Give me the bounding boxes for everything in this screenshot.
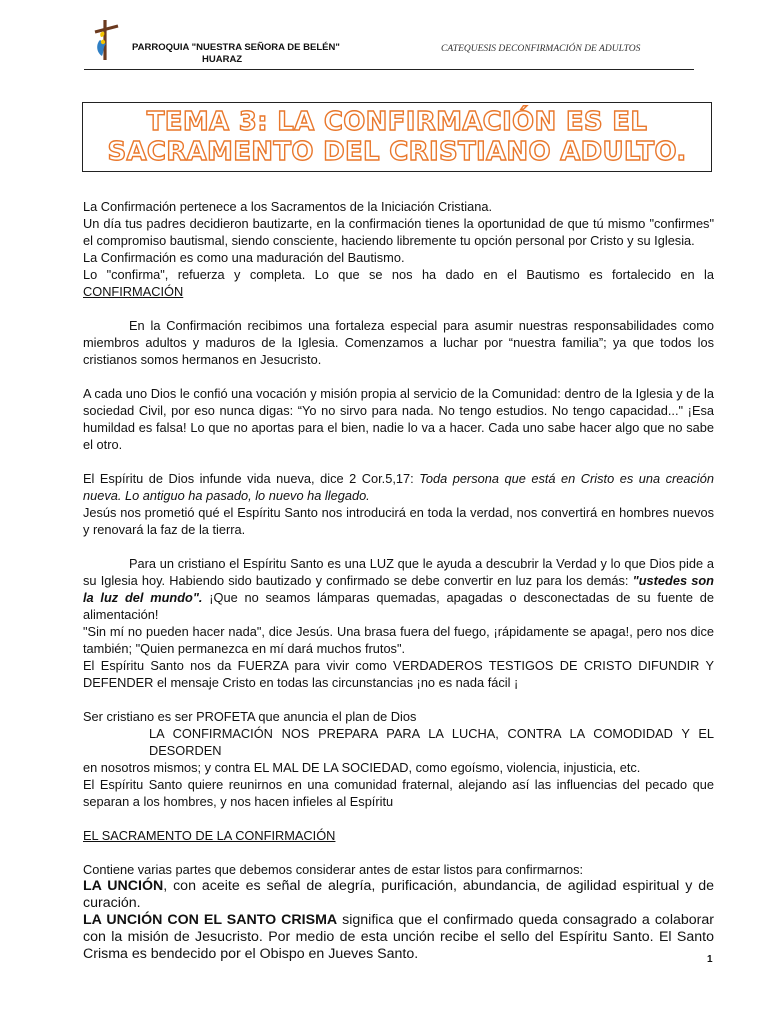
paragraph: El Espíritu Santo quiere reunirnos en una comunidad fraternal, alejando así las influencias del pecado que separan a los hombres, y nos hacen infieles al Espíritu bbox=[83, 777, 714, 809]
paragraph: LA CONFIRMACIÓN NOS PREPARA PARA LA LUCHA, CONTRA LA COMODIDAD Y EL DESORDEN bbox=[149, 726, 714, 758]
paragraph: En la Confirmación recibimos una fortaleza especial para asumir nuestras responsabilidades como miembros adultos y maduros de la Iglesia. Comenzamos a luchar por “nuestra familia”; ya que todos los cristianos somos hermanos en Jesucristo. bbox=[83, 318, 714, 367]
parish-name bbox=[132, 42, 340, 66]
text-run: , con aceite es señal de alegría, purificación, abundancia, de agilidad espiritual y de curación. bbox=[83, 878, 714, 911]
paragraph bbox=[83, 878, 714, 912]
parish-title: PARROQUIA "NUESTRA SEÑORA DE BELÉN" bbox=[132, 42, 340, 53]
page-header bbox=[84, 18, 694, 70]
text-run: Lo "confirma", refuerza y completa. Lo que se nos ha dado en el Bautismo es fortalecido en la bbox=[83, 267, 714, 282]
text-run: ¡Que no seamos lámparas quemadas, apagadas o desconectadas de su fuente de alimentación! bbox=[83, 590, 714, 622]
paragraph bbox=[83, 912, 714, 963]
paragraph: Ser cristiano es ser PROFETA que anuncia el plan de Dios bbox=[83, 709, 417, 724]
text-run: El Espíritu de Dios infunde vida nueva, dice 2 Cor.5,17: bbox=[83, 471, 420, 486]
paragraph: La Confirmación es como una maduración del Bautismo. bbox=[83, 250, 405, 265]
paragraph: El Espíritu Santo nos da FUERZA para vivir como VERDADEROS TESTIGOS DE CRISTO DIFUNDIR Y DEFENDER el mensaje Cristo en todas las circunstancias ¡no es nada fácil ¡ bbox=[83, 658, 714, 690]
header-course-title: CATEQUESIS DECONFIRMACIÓN DE ADULTOS bbox=[441, 44, 641, 54]
paragraph bbox=[83, 470, 714, 504]
paragraph bbox=[83, 555, 714, 623]
paragraph: "Sin mí no pueden hacer nada", dice Jesús. Una brasa fuera del fuego, ¡rápidamente se apaga!, pero nos dice también; "Quien permanezca en mí dará muchos frutos". bbox=[83, 624, 714, 656]
title-box bbox=[82, 102, 712, 172]
underlined-term: CONFIRMACIÓN bbox=[83, 284, 184, 299]
paragraph: Jesús nos prometió qué el Espíritu Santo nos introducirá en toda la verdad, nos convertirá en hombres nuevos y renovará la faz de la tierra. bbox=[83, 505, 714, 537]
paragraph: Un día tus padres decidieron bautizarte, en la confirmación tienes la oportunidad de que tú mismo "confirmes" el compromiso bautismal, siendo consciente, haciendo libremente tu opción personal por Cristo y su Iglesia. bbox=[83, 216, 714, 248]
cross-dove-logo-icon bbox=[92, 18, 122, 62]
paragraph bbox=[83, 266, 714, 300]
bible-quote: Toda persona que está en Cristo es una creación nueva. Lo antiguo ha pasado, lo nuevo ha llegado. bbox=[83, 471, 714, 503]
section-heading: EL SACRAMENTO DE LA CONFIRMACIÓN bbox=[83, 828, 336, 843]
bible-quote: "ustedes son la luz del mundo". bbox=[83, 573, 714, 605]
parish-city: HUARAZ bbox=[202, 54, 243, 65]
header-divider bbox=[84, 69, 694, 70]
paragraph: A cada uno Dios le confió una vocación y misión propia al servicio de la Comunidad: dentro de la Iglesia y de la sociedad Civil, por eso nunca digas: “Yo no sirvo para nada. No tengo estudios. No tengo capacidad..." ¡Esa humildad es falsa! Lo que no aportas para el bien, nadie lo va a hacer. Cada uno sabe hacer algo que no sabe el otro. bbox=[83, 386, 714, 452]
title-line-2: SACRAMENTO DEL CRISTIANO ADULTO. bbox=[107, 137, 687, 167]
paragraph: La Confirmación pertenece a los Sacramentos de la Iniciación Cristiana. bbox=[83, 199, 493, 214]
page-number: 1 bbox=[707, 954, 713, 965]
text-run: Para un cristiano el Espíritu Santo es una LUZ que le ayuda a descubrir la Verdad y lo que Dios pide a su Iglesia hoy. Habiendo sido bautizado y confirmado se debe convertir en luz para los demás: bbox=[83, 556, 714, 588]
paragraph: en nosotros mismos; y contra EL MAL DE LA SOCIEDAD, como egoísmo, violencia, injusticia, etc. bbox=[83, 760, 641, 775]
bold-term: LA UNCIÓN bbox=[83, 878, 164, 894]
title-line-1: TEMA 3: LA CONFIRMACIÓN ES EL bbox=[146, 107, 648, 137]
bold-term: LA UNCIÓN CON EL SANTO CRISMA bbox=[83, 912, 338, 928]
text-run: significa que el confirmado queda consagrado a colaborar con la misión de Jesucristo. Por medio de esta unción recibe el sello del Espíritu Santo. El Santo Crisma es bendecido por el Obispo en Jueves Santo. bbox=[83, 912, 714, 962]
document-body bbox=[83, 198, 714, 963]
paragraph: Contiene varias partes que debemos considerar antes de estar listos para confirmarnos: bbox=[83, 862, 584, 877]
